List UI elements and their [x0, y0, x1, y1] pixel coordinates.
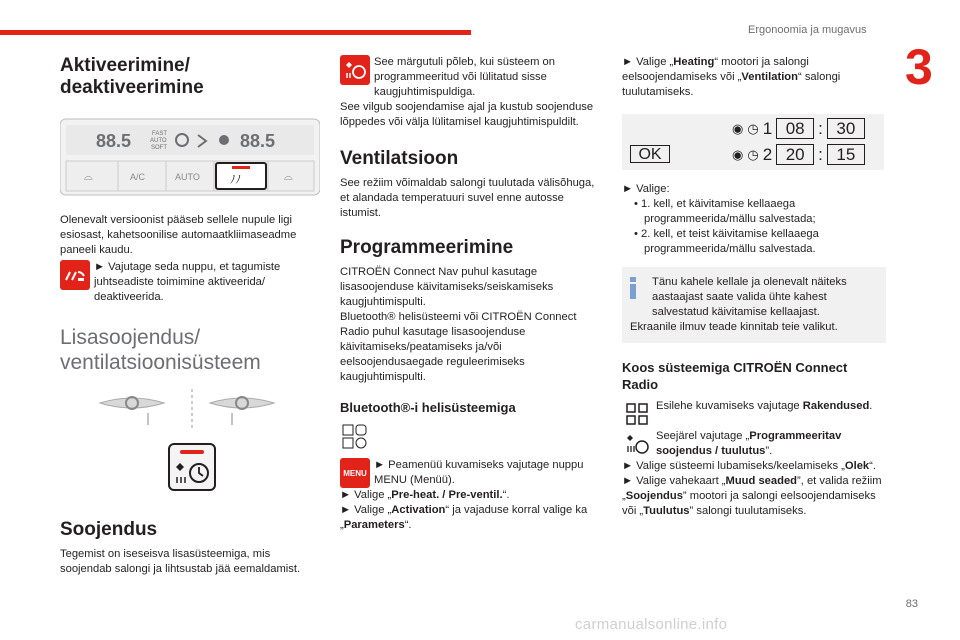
step-menu: ► Peamenüü kuvamiseks vajutage nuppu MENU (Menüü). [374, 459, 584, 486]
paragraph-press-button: ► Vajutage seda nuppu, et tagumiste juhtseadiste toimimine aktiveerida/ deaktiveerida. [94, 261, 281, 303]
steering-wheels-illustration [60, 389, 324, 433]
ok-button-illustration: OK [630, 145, 670, 163]
timer2-hours: 20 [776, 144, 814, 165]
svg-text:FAST: FAST [152, 131, 168, 137]
step-preheat: ► Valige „Pre-heat. / Pre-ventil.“. [340, 489, 510, 501]
heading-lisasoojendus: Lisasoojendus/ ventilatsioonisüsteem [60, 326, 261, 374]
chapter-title: Ergonoomia ja mugavus [748, 24, 867, 36]
heater-indicator-icon [340, 55, 370, 85]
bullet-clock-2: • 2. kell, et teist käivitamise kellaaega programmeerida/mällu salvestada. [634, 228, 819, 255]
climate-panel-icon [60, 109, 320, 201]
timer-row-1: ◉ ◷ 1 08 : 30 [732, 118, 865, 139]
heading-ventilatsioon: Ventilatsioon [340, 148, 459, 169]
chapter-number: 3 [905, 39, 933, 95]
heading-aktiveerimine: Aktiveerimine/ deaktiveerimine [60, 55, 204, 98]
ac-button-label: A/C [130, 172, 146, 182]
svg-text:⌓: ⌓ [84, 171, 93, 183]
svg-text:88.5: 88.5 [96, 131, 132, 151]
watermark: carmanualsonline.info [575, 616, 728, 633]
timer1-hours: 08 [776, 118, 814, 139]
info-text-1: Tänu kahele kellale ja olenevalt näiteks aastaajast saate valida ühte kahest salvestatud käivitamise kellaajast. [652, 276, 847, 318]
paragraph-blinks: See vilgub soojendamise ajal ja kustub soojenduse lõppedes või välja lülitamisel kaugjuhtimispuldilt. [340, 101, 594, 128]
paragraph-indicator: See märgutuli põleb, kui süsteem on programmeeritud või lülitatud sisse kaugjuhtimispuldiga. [374, 56, 555, 98]
paragraph-version: Olenevalt versioonist pääseb sellele nupule ligi esiosast, kahetsoonilise automaatkliimaseadme paneeli kaudu. [60, 214, 297, 256]
info-text-2: Ekraanile ilmuv teade kinnitab teie valikut. [630, 321, 838, 333]
timer-screen-illustration [622, 114, 884, 170]
heading-soojendus: Soojendus [60, 519, 158, 540]
steering-wheel-icon [60, 389, 324, 433]
column-right [622, 55, 886, 519]
heading-programmeerimine: Programmeerimine [340, 237, 514, 258]
apps-icon [622, 399, 652, 429]
svg-text:ﾉﾉ: ﾉﾉ [230, 174, 241, 186]
heater-fan-clock-icon [168, 443, 216, 491]
step-activation: ► Valige „Activation“ ja vajaduse korral valige ka „Parameters“. [340, 504, 588, 531]
timer-row-2: ◉ ◷ 2 20 : 15 [732, 144, 865, 165]
menu-button-icon: MENU [340, 458, 370, 488]
paragraph-ventilatsioon: See režiim võimaldab salongi tuulutada välisõhuga, et alandada temperatuuri suvel enne autosse istumist. [340, 177, 595, 219]
info-icon [630, 277, 636, 299]
column-left [60, 55, 324, 577]
step-programmable: Seejärel vajutage „Programmeeritav soojendus / tuulutus”. [656, 430, 842, 457]
svg-text:88.5: 88.5 [240, 131, 276, 151]
climate-panel-illustration [60, 109, 320, 201]
heading-connect-radio: Koos süsteemiga CITROËN Connect Radio [622, 360, 848, 392]
svg-text:AUTO: AUTO [150, 138, 167, 144]
paragraph-valige: ► Valige: [622, 183, 670, 195]
bullet-clock-1: • 1. kell, et käivitamise kellaaega programmeerida/mällu salvestada; [634, 198, 816, 225]
paragraph-heating-ventilation: ► Valige „Heating“ mootori ja salongi eelsoojendamiseks või „Ventilation“ salongi tuulutamiseks. [622, 56, 841, 98]
auto-button-label: AUTO [175, 172, 200, 182]
paragraph-bluetooth-radio: Bluetooth® helisüsteemi või CITROËN Connect Radio puhul kasutage lisasoojenduse käivitamiseks/peatamiseks ja/või eelsoojendusaegade reguleerimiseks kaugjuhtimispulti. [340, 311, 577, 383]
paragraph-soojendus: Tegemist on iseseisva lisasüsteemiga, mis soojendab salongi ja lihtsustab jää eemaldamist. [60, 548, 301, 575]
step-other-settings: ► Valige vahekaart „Muud seaded”, et valida režiim „Soojendus” mootori ja salongi eelsoojendamiseks või „Tuulutus” salongi tuulutamiseks. [622, 475, 882, 517]
step-status: ► Valige süsteemi lubamiseks/keelamiseks „Olek“. [622, 460, 876, 472]
svg-text:SOFT: SOFT [151, 145, 167, 151]
radio-icon [340, 422, 370, 452]
timer1-minutes: 30 [827, 118, 865, 139]
step-applications: Esilehe kuvamiseks vajutage Rakendused. [656, 400, 873, 412]
header-red-bar [0, 30, 471, 35]
paragraph-connect-nav: CITROËN Connect Nav puhul kasutage lisasoojenduse käivitamiseks/seiskamiseks kaugjuhtimispulti. [340, 266, 554, 308]
svg-text:⌓: ⌓ [284, 171, 293, 183]
page-number: 83 [905, 598, 918, 610]
heading-bluetooth: Bluetooth®-i helisüsteemiga [340, 400, 516, 415]
rear-controls-icon [60, 260, 90, 290]
timer2-minutes: 15 [827, 144, 865, 165]
programmable-heater-icon [622, 429, 652, 459]
info-note [622, 267, 886, 343]
column-middle [340, 55, 604, 533]
